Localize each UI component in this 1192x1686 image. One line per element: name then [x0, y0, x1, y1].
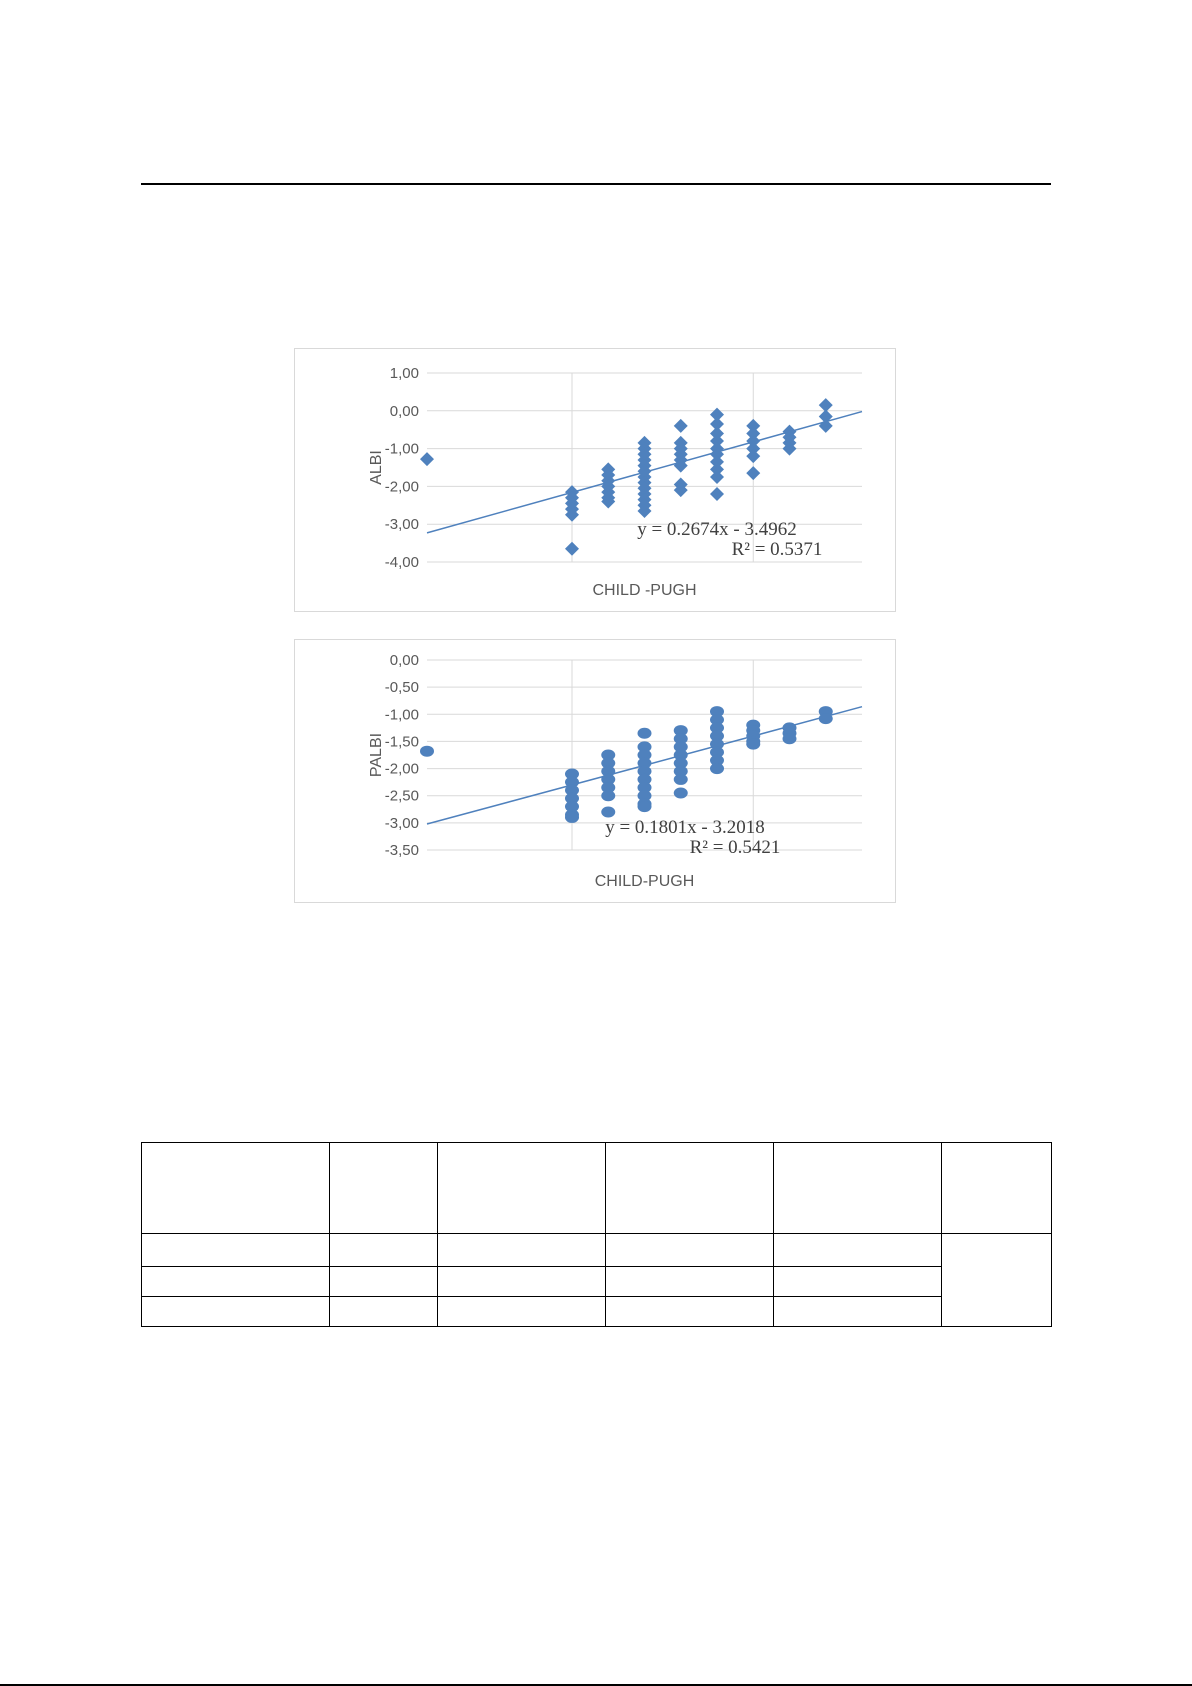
table-cell: [942, 1143, 1052, 1234]
header-rule: [141, 183, 1051, 185]
table-merged-cell: [942, 1234, 1052, 1327]
table-header-row: [142, 1143, 1052, 1234]
data-point: [601, 790, 615, 801]
y-tick-label: -2,50: [384, 787, 419, 805]
palbi-scatter-chart: [294, 639, 896, 903]
y-tick-label: -0,50: [384, 679, 419, 697]
y-tick-label: -2,00: [384, 478, 419, 496]
x-axis-title: CHILD-PUGH: [594, 873, 695, 890]
data-point: [674, 788, 688, 799]
albi-scatter-chart: [294, 348, 896, 612]
table-cell: [330, 1143, 438, 1234]
table-cell: [142, 1234, 330, 1266]
data-point: [638, 801, 652, 812]
data-point: [710, 487, 724, 501]
table-cell: [606, 1234, 774, 1266]
y-tick-label: -1,50: [384, 733, 419, 751]
data-point: [674, 774, 688, 785]
table-cell: [774, 1143, 942, 1234]
albi-scatter-plot: [295, 349, 895, 611]
table-cell: [142, 1143, 330, 1234]
y-tick-label: -3,00: [384, 814, 419, 832]
data-point: [674, 419, 688, 433]
table-cell: [438, 1234, 606, 1266]
data-point: [601, 807, 615, 818]
r-squared-label: R² = 0.5371: [731, 539, 823, 560]
data-point: [710, 763, 724, 774]
y-axis-title: ALBI: [368, 450, 385, 485]
table-cell: [774, 1296, 942, 1326]
table-cell: [330, 1234, 438, 1266]
data-point: [710, 470, 724, 484]
table-cell: [774, 1234, 942, 1266]
table-cell: [606, 1296, 774, 1326]
table-row: [142, 1296, 1052, 1326]
trendline-equation: y = 0.2674x - 3.4962: [637, 519, 797, 540]
r-squared-label: R² = 0.5421: [689, 837, 781, 858]
table-cell: [438, 1266, 606, 1296]
data-point: [638, 728, 652, 739]
x-axis-title: CHILD -PUGH: [592, 582, 697, 599]
y-tick-label: -3,50: [384, 842, 419, 859]
table-cell: [330, 1266, 438, 1296]
table-cell: [774, 1266, 942, 1296]
y-tick-label: -1,00: [384, 440, 419, 458]
y-axis-title: PALBI: [368, 732, 385, 778]
trendline-equation: y = 0.1801x - 3.2018: [605, 817, 765, 838]
y-tick-label: -2,00: [384, 760, 419, 778]
data-point: [746, 449, 760, 463]
data-point: [783, 733, 797, 744]
data-point: [420, 746, 434, 757]
y-tick-label: 0,00: [389, 402, 419, 420]
table-cell: [142, 1296, 330, 1326]
data-point: [565, 542, 579, 556]
y-tick-label: 1,00: [389, 365, 419, 382]
table-cell: [438, 1296, 606, 1326]
y-tick-label: -4,00: [384, 554, 419, 571]
data-point: [420, 452, 434, 466]
data-table: [141, 1142, 1052, 1327]
palbi-scatter-plot: [295, 640, 895, 902]
table-cell: [142, 1266, 330, 1296]
y-tick-label: -3,00: [384, 516, 419, 534]
y-tick-label: 0,00: [389, 652, 419, 669]
data-point: [819, 713, 833, 724]
table-cell: [606, 1143, 774, 1234]
y-tick-label: -1,00: [384, 706, 419, 724]
data-point: [565, 812, 579, 823]
table-cell: [330, 1296, 438, 1326]
data-point: [746, 466, 760, 480]
table-row: [142, 1266, 1052, 1296]
table-cell: [438, 1143, 606, 1234]
table-row: [142, 1234, 1052, 1266]
data-point: [746, 739, 760, 750]
table-cell: [606, 1266, 774, 1296]
